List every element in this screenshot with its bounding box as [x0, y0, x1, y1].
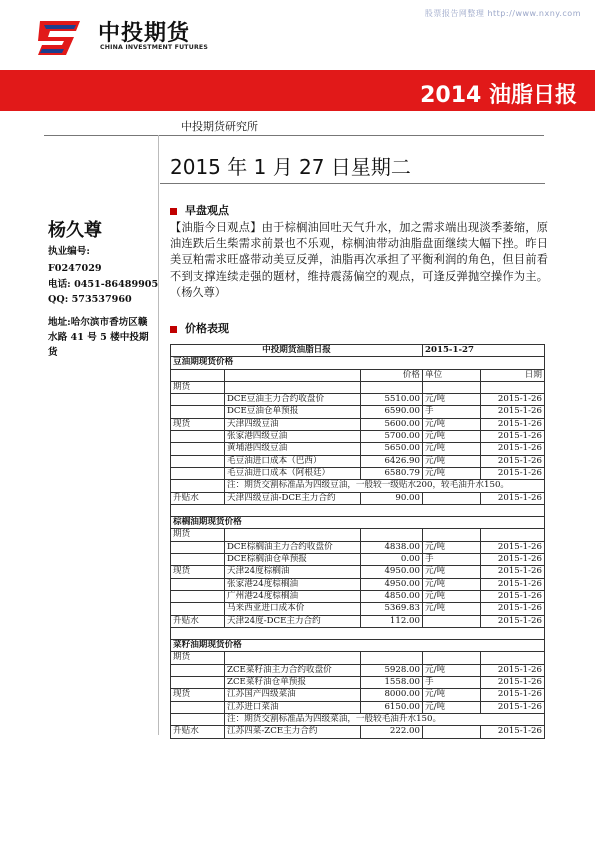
table-row	[171, 406, 545, 418]
table-cell: DCE豆油仓单预报	[225, 406, 361, 418]
table-cell	[225, 652, 361, 664]
table-row	[171, 578, 545, 590]
table-cell: 6426.90	[361, 455, 423, 467]
table-cell: 天津四级豆油	[225, 418, 361, 430]
table-row	[171, 652, 545, 664]
table-section-row	[171, 357, 545, 369]
table-cell: 元/吨	[423, 701, 481, 713]
table-cell	[171, 443, 225, 455]
table-cell: 5510.00	[361, 394, 423, 406]
table-cell: 天津24度-DCE主力合约	[225, 615, 361, 627]
table-cell	[481, 381, 545, 393]
table-cell	[171, 701, 225, 713]
table-cell	[171, 627, 545, 639]
table-cell	[171, 369, 225, 381]
table-row	[171, 443, 545, 455]
table-cell: 期货	[171, 381, 225, 393]
table-cell	[171, 578, 225, 590]
table-cell: 单位	[423, 369, 481, 381]
table-row	[171, 615, 545, 627]
table-title: 中投期货油脂日报	[171, 345, 423, 357]
table-cell	[171, 603, 225, 615]
table-cell: 4850.00	[361, 590, 423, 602]
table-cell	[361, 652, 423, 664]
table-cell	[171, 590, 225, 602]
table-cell: 菜籽油期现货价格	[171, 640, 545, 652]
report-date: 2015 年 1 月 27 日星期二	[170, 155, 411, 179]
table-cell: DCE棕榈油主力合约收盘价	[225, 541, 361, 553]
table-row	[171, 713, 545, 725]
table-cell: 日期	[481, 369, 545, 381]
table-cell: ZCE菜籽油主力合约收盘价	[225, 664, 361, 676]
table-cell: 毛豆油进口成本（巴西）	[225, 455, 361, 467]
table-cell	[481, 652, 545, 664]
table-cell: 广州港24度棕榈油	[225, 590, 361, 602]
table-cell: 升贴水	[171, 726, 225, 738]
morning-view-text: 【油脂今日观点】由于棕榈油回吐天气升水，加之需求端出现淡季萎缩，原油连跌后生柴需求前景也不乐观，棕榈油带动油脂盘面继续大幅下挫。昨日美豆粕需求旺盛带动美豆反弹，油脂再次承担了平衡利润的角色，但目前看不到支撑连续走强的题材，维持震荡偏空的观点，可逢反弹抛空操作为主。（杨久尊）	[170, 221, 548, 299]
table-cell: 2015-1-26	[481, 455, 545, 467]
table-cell: 元/吨	[423, 689, 481, 701]
table-cell: 2015-1-26	[481, 541, 545, 553]
section-bullet-icon	[170, 326, 177, 333]
table-row	[171, 529, 545, 541]
table-cell: 元/吨	[423, 431, 481, 443]
table-cell: 元/吨	[423, 603, 481, 615]
table-cell	[423, 529, 481, 541]
table-cell: 现货	[171, 566, 225, 578]
table-cell	[225, 369, 361, 381]
table-row	[171, 554, 545, 566]
table-row	[171, 677, 545, 689]
table-cell: 毛豆油进口成本（阿根廷）	[225, 467, 361, 479]
table-date: 2015-1-27	[423, 345, 545, 357]
table-cell: 222.00	[361, 726, 423, 738]
table-cell: 6150.00	[361, 701, 423, 713]
column-divider	[158, 135, 159, 735]
price-table	[170, 344, 545, 739]
company-logo-icon	[36, 17, 84, 57]
author-phone: 电话: 0451-86489905	[48, 279, 159, 290]
table-cell	[423, 615, 481, 627]
table-row	[171, 689, 545, 701]
table-cell: 6590.00	[361, 406, 423, 418]
table-cell: 2015-1-26	[481, 664, 545, 676]
table-cell: 升贴水	[171, 615, 225, 627]
table-cell	[171, 713, 225, 725]
section-heading-price: 价格表现	[170, 320, 229, 336]
table-section-row	[171, 517, 545, 529]
author-qq: QQ: 573537960	[48, 294, 132, 305]
table-cell: 2015-1-26	[481, 566, 545, 578]
table-cell: 棕榈油期现货价格	[171, 517, 545, 529]
price-table-wrapper	[170, 344, 545, 739]
table-cell	[171, 677, 225, 689]
table-row	[171, 394, 545, 406]
author-name: 杨久尊	[48, 220, 102, 241]
table-cell: 2015-1-26	[481, 406, 545, 418]
brand-name-en: CHINA INVESTMENT FUTURES	[100, 44, 208, 51]
table-cell: 112.00	[361, 615, 423, 627]
table-cell	[361, 381, 423, 393]
table-cell: 期货	[171, 652, 225, 664]
table-title-row	[171, 345, 545, 357]
table-cell	[171, 431, 225, 443]
table-cell	[171, 504, 545, 516]
table-cell: 2015-1-26	[481, 590, 545, 602]
table-cell: 价格	[361, 369, 423, 381]
divider	[44, 135, 544, 136]
table-cell: 黄埔港四级豆油	[225, 443, 361, 455]
table-row	[171, 627, 545, 639]
table-cell: 元/吨	[423, 664, 481, 676]
table-cell: 江苏进口菜油	[225, 701, 361, 713]
table-cell: 天津四级豆油-DCE主力合约	[225, 492, 361, 504]
table-cell: 90.00	[361, 492, 423, 504]
table-cell: 现货	[171, 689, 225, 701]
table-row	[171, 369, 545, 381]
table-cell	[171, 541, 225, 553]
table-cell: 2015-1-26	[481, 467, 545, 479]
table-cell: 元/吨	[423, 443, 481, 455]
table-cell: 2015-1-26	[481, 677, 545, 689]
table-section-row	[171, 640, 545, 652]
table-cell: 元/吨	[423, 541, 481, 553]
table-cell: DCE豆油主力合约收盘价	[225, 394, 361, 406]
table-cell: 元/吨	[423, 455, 481, 467]
table-cell	[225, 381, 361, 393]
table-cell: 江苏四菜-ZCE主力合约	[225, 726, 361, 738]
table-cell: 8000.00	[361, 689, 423, 701]
table-row	[171, 541, 545, 553]
table-row	[171, 590, 545, 602]
table-cell: 4950.00	[361, 566, 423, 578]
table-row	[171, 504, 545, 516]
table-cell: 期货	[171, 529, 225, 541]
table-cell: 元/吨	[423, 566, 481, 578]
table-cell: DCE棕榈油仓单预报	[225, 554, 361, 566]
table-cell: 手	[423, 406, 481, 418]
table-cell: 2015-1-26	[481, 603, 545, 615]
table-row	[171, 726, 545, 738]
table-cell	[171, 467, 225, 479]
watermark-text: 股票报告网整理 http://www.nxny.com	[424, 9, 581, 18]
table-cell: 2015-1-26	[481, 615, 545, 627]
table-cell: 2015-1-26	[481, 554, 545, 566]
table-cell: 元/吨	[423, 418, 481, 430]
table-cell: 天津24度棕榈油	[225, 566, 361, 578]
table-cell: 元/吨	[423, 467, 481, 479]
table-cell: 张家港四级豆油	[225, 431, 361, 443]
table-cell: 元/吨	[423, 394, 481, 406]
table-cell: 手	[423, 677, 481, 689]
table-row	[171, 664, 545, 676]
table-cell: 5650.00	[361, 443, 423, 455]
brand-name-cn: 中投期货	[98, 21, 191, 46]
table-cell: 2015-1-26	[481, 394, 545, 406]
divider	[160, 183, 545, 184]
table-cell: 2015-1-26	[481, 418, 545, 430]
banner-title: 2014 油脂日报	[420, 83, 577, 108]
table-cell: 6580.79	[361, 467, 423, 479]
license-label: 执业编号:	[48, 246, 90, 257]
table-row	[171, 566, 545, 578]
table-cell: 现货	[171, 418, 225, 430]
department-name: 中投期货研究所	[181, 120, 258, 133]
author-address: 地址:哈尔滨市香坊区赣水路 41 号 5 楼中投期货	[48, 317, 149, 358]
table-cell	[171, 406, 225, 418]
table-row	[171, 431, 545, 443]
table-cell: 2015-1-26	[481, 492, 545, 504]
table-cell: 注：期货交割标准品为四级豆油，一般较一级贴水200，较毛油升水150。	[225, 480, 545, 492]
table-cell	[423, 381, 481, 393]
table-cell	[481, 529, 545, 541]
table-cell: 元/吨	[423, 590, 481, 602]
table-cell	[171, 480, 225, 492]
table-cell: 元/吨	[423, 578, 481, 590]
table-cell	[171, 455, 225, 467]
table-cell	[423, 492, 481, 504]
table-cell: 0.00	[361, 554, 423, 566]
table-cell: 张家港24度棕榈油	[225, 578, 361, 590]
table-cell	[423, 652, 481, 664]
license-number: F0247029	[48, 263, 102, 274]
table-row	[171, 418, 545, 430]
table-cell: ZCE菜籽油仓单预报	[225, 677, 361, 689]
table-cell	[361, 529, 423, 541]
table-cell: 2015-1-26	[481, 578, 545, 590]
table-cell: 5600.00	[361, 418, 423, 430]
table-row	[171, 467, 545, 479]
section-bullet-icon	[170, 208, 177, 215]
table-cell: 5928.00	[361, 664, 423, 676]
table-row	[171, 455, 545, 467]
table-row	[171, 603, 545, 615]
section-heading-morning-view: 早盘观点	[170, 202, 229, 218]
table-cell: 4838.00	[361, 541, 423, 553]
table-cell	[171, 554, 225, 566]
table-row	[171, 701, 545, 713]
table-cell: 注：期货交割标准品为四级菜油，一般较毛油升水150。	[225, 713, 545, 725]
table-cell: 2015-1-26	[481, 701, 545, 713]
table-cell: 2015-1-26	[481, 443, 545, 455]
table-row	[171, 492, 545, 504]
table-row	[171, 381, 545, 393]
table-cell	[423, 726, 481, 738]
table-cell	[171, 394, 225, 406]
table-cell: 豆油期现货价格	[171, 357, 545, 369]
table-cell: 马来西亚进口成本价	[225, 603, 361, 615]
table-cell	[171, 664, 225, 676]
table-row	[171, 480, 545, 492]
table-cell: 5700.00	[361, 431, 423, 443]
table-cell: 2015-1-26	[481, 726, 545, 738]
table-cell: 手	[423, 554, 481, 566]
table-cell: 江苏国产四级菜油	[225, 689, 361, 701]
table-cell: 1558.00	[361, 677, 423, 689]
table-cell: 2015-1-26	[481, 431, 545, 443]
table-cell: 2015-1-26	[481, 689, 545, 701]
table-cell	[225, 529, 361, 541]
table-cell: 4950.00	[361, 578, 423, 590]
table-cell: 升贴水	[171, 492, 225, 504]
table-cell: 5369.83	[361, 603, 423, 615]
